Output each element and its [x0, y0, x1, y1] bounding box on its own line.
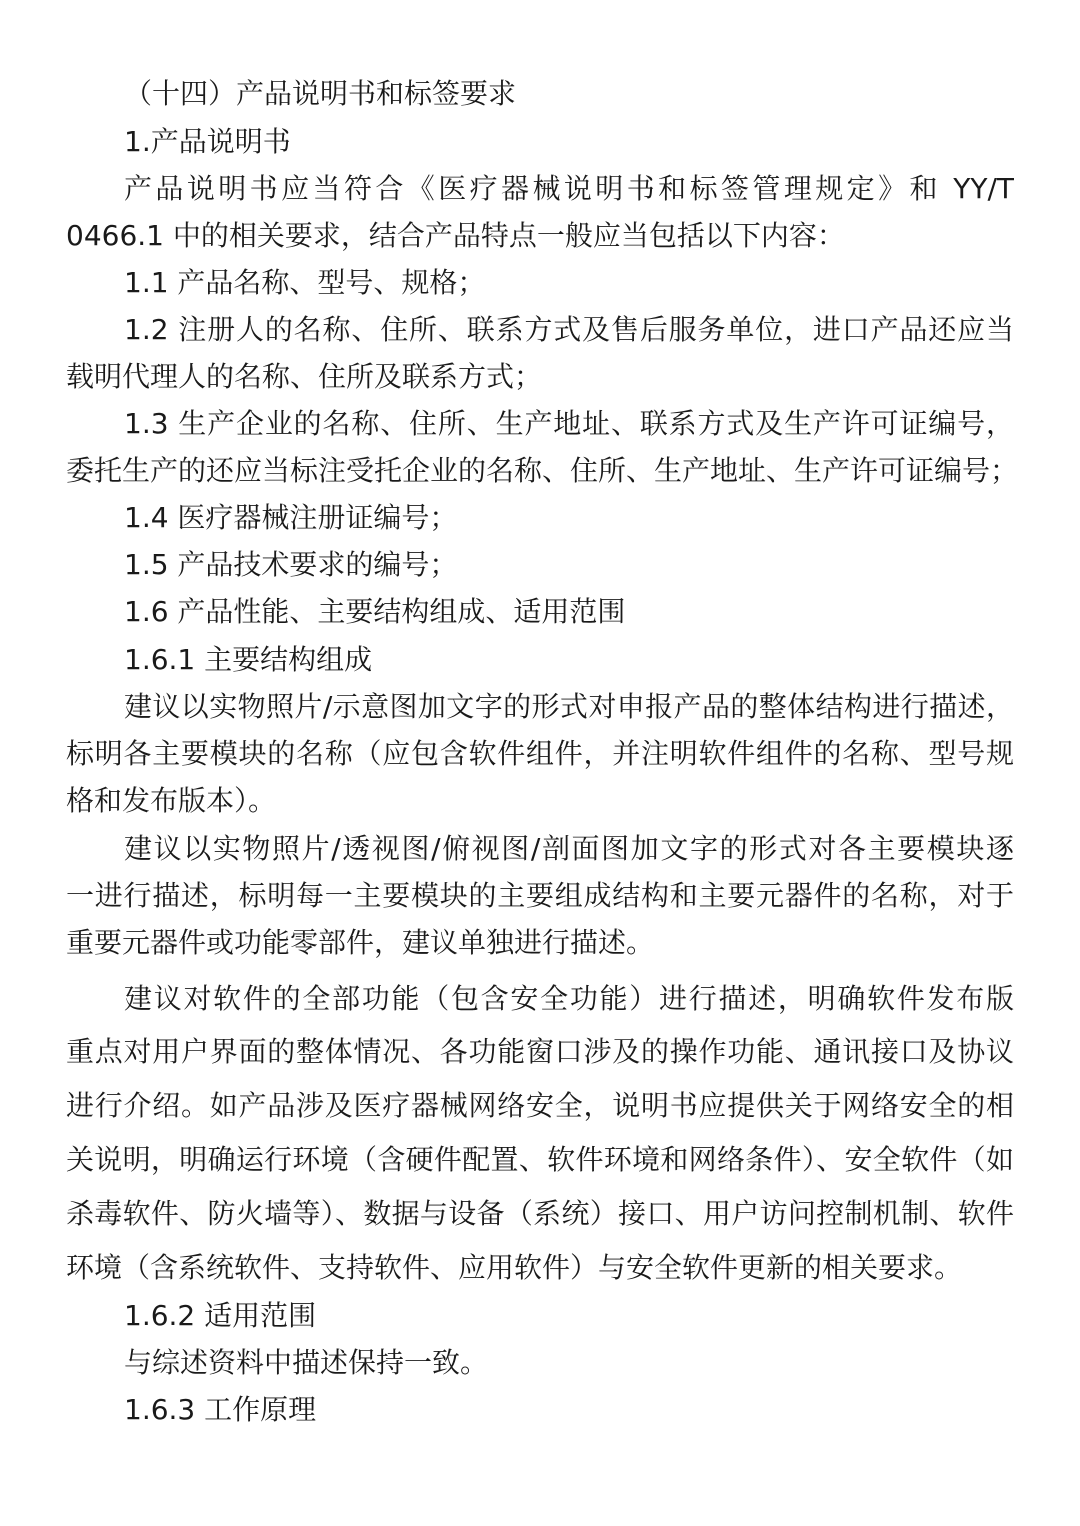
- subsection-heading: 1.6.3 工作原理: [124, 1393, 317, 1426]
- subsection-heading: 1.6.1 主要结构组成: [124, 643, 373, 676]
- list-item: 1.5 产品技术要求的编号；: [124, 548, 458, 581]
- paragraph-line: 与综述资料中描述保持一致。: [124, 1346, 489, 1379]
- list-item: 1.1 产品名称、型号、规格；: [124, 266, 486, 299]
- paragraph-line: 重要元器件或功能零部件，建议单独进行描述。: [66, 926, 655, 959]
- paragraph-line: 标明各主要模块的名称（应包含软件组件，并注明软件组件的名称、型号规: [66, 737, 1014, 770]
- paragraph-line: 建议对软件的全部功能（包含安全功能）进行描述，明确软件发布版: [124, 982, 1014, 1015]
- section-heading: （十四）产品说明书和标签要求: [124, 77, 517, 110]
- list-item-continuation: 委托生产的还应当标注受托企业的名称、住所、生产地址、生产许可证编号；: [66, 454, 1019, 487]
- paragraph-line: 杀毒软件、防火墙等）、数据与设备（系统）接口、用户访问控制机制、软件: [66, 1197, 1014, 1230]
- subsection-heading: 1.6.2 适用范围: [124, 1299, 317, 1332]
- list-item-continuation: 载明代理人的名称、住所及联系方式；: [66, 360, 543, 393]
- list-item: 1.6 产品性能、主要结构组成、适用范围: [124, 595, 626, 628]
- subsection-heading: 1.产品说明书: [124, 125, 291, 158]
- paragraph-line: 产品说明书应当符合《医疗器械说明书和标签管理规定》和 YY/T: [124, 172, 1014, 205]
- paragraph-line: 关说明，明确运行环境（含硬件配置、软件环境和网络条件）、安全软件（如: [66, 1143, 1014, 1176]
- paragraph-line: 建议以实物照片/透视图/俯视图/剖面图加文字的形式对各主要模块逐: [124, 832, 1014, 865]
- paragraph-line: 0466.1 中的相关要求，结合产品特点一般应当包括以下内容：: [66, 219, 845, 252]
- paragraph-line: 建议以实物照片/示意图加文字的形式对申报产品的整体结构进行描述，: [124, 690, 1014, 723]
- list-item: 1.4 医疗器械注册证编号；: [124, 501, 458, 534]
- list-item: 1.2 注册人的名称、住所、联系方式及售后服务单位，进口产品还应当: [124, 313, 1014, 346]
- paragraph-line: 环境（含系统软件、支持软件、应用软件）与安全软件更新的相关要求。: [66, 1251, 963, 1284]
- paragraph-line: 进行介绍。如产品涉及医疗器械网络安全，说明书应提供关于网络安全的相: [66, 1089, 1014, 1122]
- paragraph-line: 重点对用户界面的整体情况、各功能窗口涉及的操作功能、通讯接口及协议: [66, 1035, 1014, 1068]
- paragraph-line: 格和发布版本）。: [66, 784, 277, 817]
- list-item: 1.3 生产企业的名称、住所、生产地址、联系方式及生产许可证编号，: [124, 407, 1014, 440]
- paragraph-line: 一进行描述，标明每一主要模块的主要组成结构和主要元器件的名称，对于: [66, 879, 1014, 912]
